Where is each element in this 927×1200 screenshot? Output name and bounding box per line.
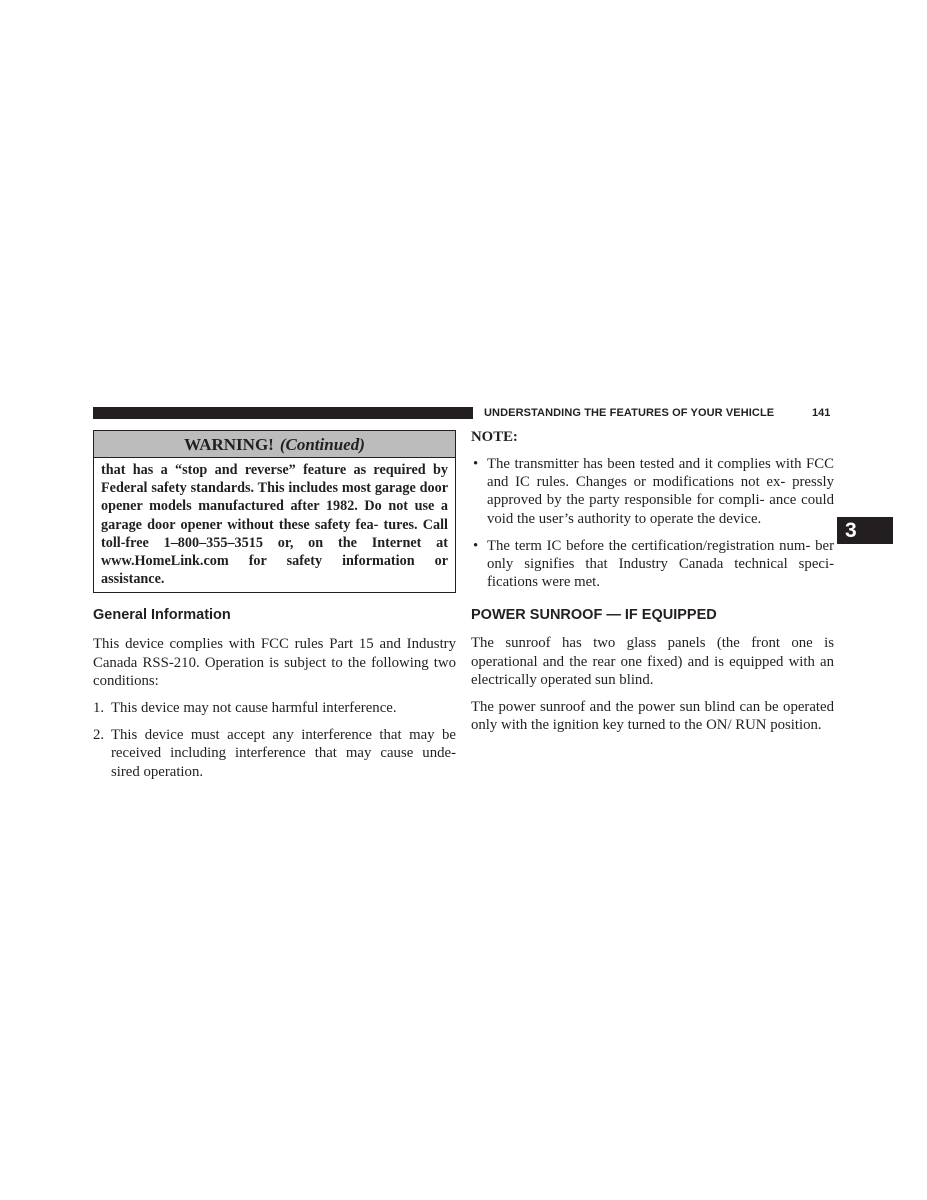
note-list: [471, 455, 834, 591]
conditions-list: [93, 699, 456, 781]
running-header: UNDERSTANDING THE FEATURES OF YOUR VEHICLE: [484, 407, 775, 419]
right-column: [471, 428, 834, 734]
bullet-icon: •: [473, 537, 479, 554]
warning-continued: (Continued): [279, 435, 365, 454]
chapter-tab: 3: [837, 517, 893, 544]
warning-title: WARNING!: [184, 435, 274, 454]
power-sunroof-heading: POWER SUNROOF — IF EQUIPPED: [471, 607, 717, 624]
list-item: [93, 726, 456, 781]
left-column: [93, 430, 456, 781]
list-item-text: This device must accept any interference that may be received including interference that may cause unde- sired operation.: [111, 727, 456, 780]
list-marker: 2.: [93, 727, 105, 744]
sunroof-paragraph-2: The power sunroof and the power sun blind can be operated only with the ignition key turned to the ON/ RUN position.: [471, 699, 834, 734]
sunroof-paragraph-1: The sunroof has two glass panels (the front one is operational and the rear one fixed) and is equipped with an electrically operated sun blind.: [471, 635, 834, 688]
list-item: [471, 537, 834, 592]
warning-text: that has a “stop and reverse” feature as required by Federal safety standards. This includes most garage door opener models manufactured after 1982. Do not use a garage door opener without these safety fea- tures. Call toll-free 1–800–355–3515 or, on the Internet at www.HomeLink.com for safety information or assistance.: [101, 462, 448, 588]
bullet-icon: •: [473, 456, 479, 472]
page-number: 141: [812, 407, 831, 419]
list-item-text: The transmitter has been tested and it complies with FCC and IC rules. Changes or modifications not ex- pressly approved by the party responsible for compli- ance could void the user’s authority to operate the device.: [487, 456, 834, 527]
header-rule: [93, 407, 473, 419]
list-item-text: This device may not cause harmful interference.: [111, 700, 397, 717]
list-item: [93, 699, 456, 717]
general-information-heading: General Information: [93, 607, 231, 624]
general-information-intro: This device complies with FCC rules Part 15 and Industry Canada RSS-210. Operation is subject to the following two conditions:: [93, 636, 456, 689]
list-item-text: The term IC before the certification/registration num- ber only signifies that Industry Canada technical speci- fications were met.: [487, 537, 834, 591]
list-item: [471, 455, 834, 528]
note-label: NOTE:: [471, 429, 518, 445]
list-marker: 1.: [93, 700, 105, 717]
warning-header: [94, 431, 455, 458]
warning-box: [93, 430, 456, 593]
